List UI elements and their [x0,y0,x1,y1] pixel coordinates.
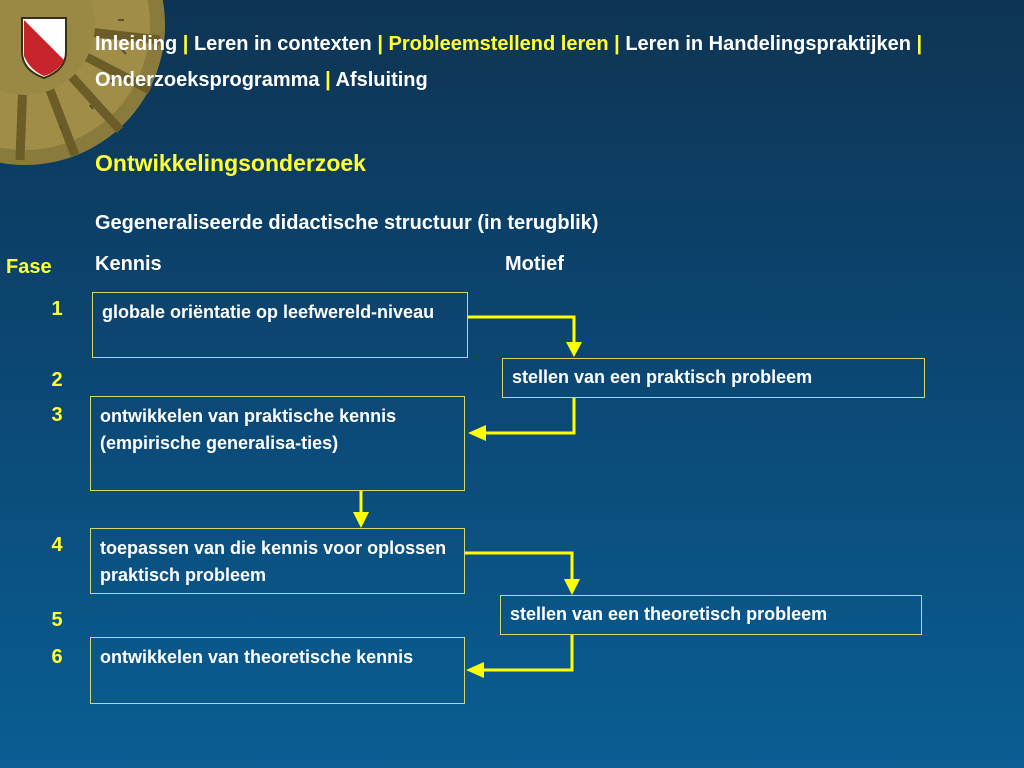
nav-item-leren-in-handelingspraktijken[interactable]: Leren in Handelingspraktijken [625,33,911,55]
column-header-kennis: Kennis [95,253,162,275]
arrow-kennis1-to-motief1 [468,317,574,344]
nav-separator: | [182,33,189,55]
phase-number-6: 6 [51,646,63,668]
arrow-motief2-to-kennis4 [482,635,572,670]
nav-item-onderzoeksprogramma[interactable]: Onderzoeksprogramma [95,69,320,91]
page-title: Ontwikkelingsonderzoek [95,150,366,176]
phase-number-4: 4 [51,534,63,556]
arrowhead-left [466,662,484,678]
kennis-box-1: globale oriëntatie op leefwereld-niveau [92,292,468,358]
phase-number-1: 1 [51,298,63,320]
arrow-motief1-to-kennis2 [484,398,574,433]
kennis-box-4: ontwikkelen van theoretische kennis [90,637,465,704]
arrowhead-down [566,342,582,357]
arrowhead-down [353,512,369,528]
nav-item-leren-in-contexten[interactable]: Leren in contexten [193,33,372,55]
nav-item-afsluiting[interactable]: Afsluiting [335,69,428,91]
nav-separator: | [614,33,620,55]
column-header-motief: Motief [505,253,564,275]
phase-number-3: 3 [51,404,63,426]
phase-number-5: 5 [51,609,63,631]
kennis-box-3: toepassen van die kennis voor oplossen praktisch probleem [90,528,465,594]
nav-item-probleemstellend-leren[interactable]: Probleemstellend leren [388,33,609,55]
nav-separator: | [325,69,331,91]
motief-box-1: stellen van een praktisch probleem [502,358,925,398]
nav-separator: | [916,33,923,55]
column-header-fase: Fase [6,256,52,278]
phase-number-2: 2 [51,369,63,391]
arrowhead-down [564,579,580,595]
kennis-box-2: ontwikkelen van praktische kennis (empirische generalisa-ties) [90,396,465,491]
nav-separator: | [377,33,383,55]
motief-box-2: stellen van een theoretisch probleem [500,595,922,635]
nav-item-inleiding[interactable]: Inleiding [95,33,178,55]
arrow-kennis3-to-motief2 [465,553,572,581]
arrowhead-left [468,425,486,441]
page-subtitle: Gegeneraliseerde didactische structuur (in terugblik) [95,212,599,234]
